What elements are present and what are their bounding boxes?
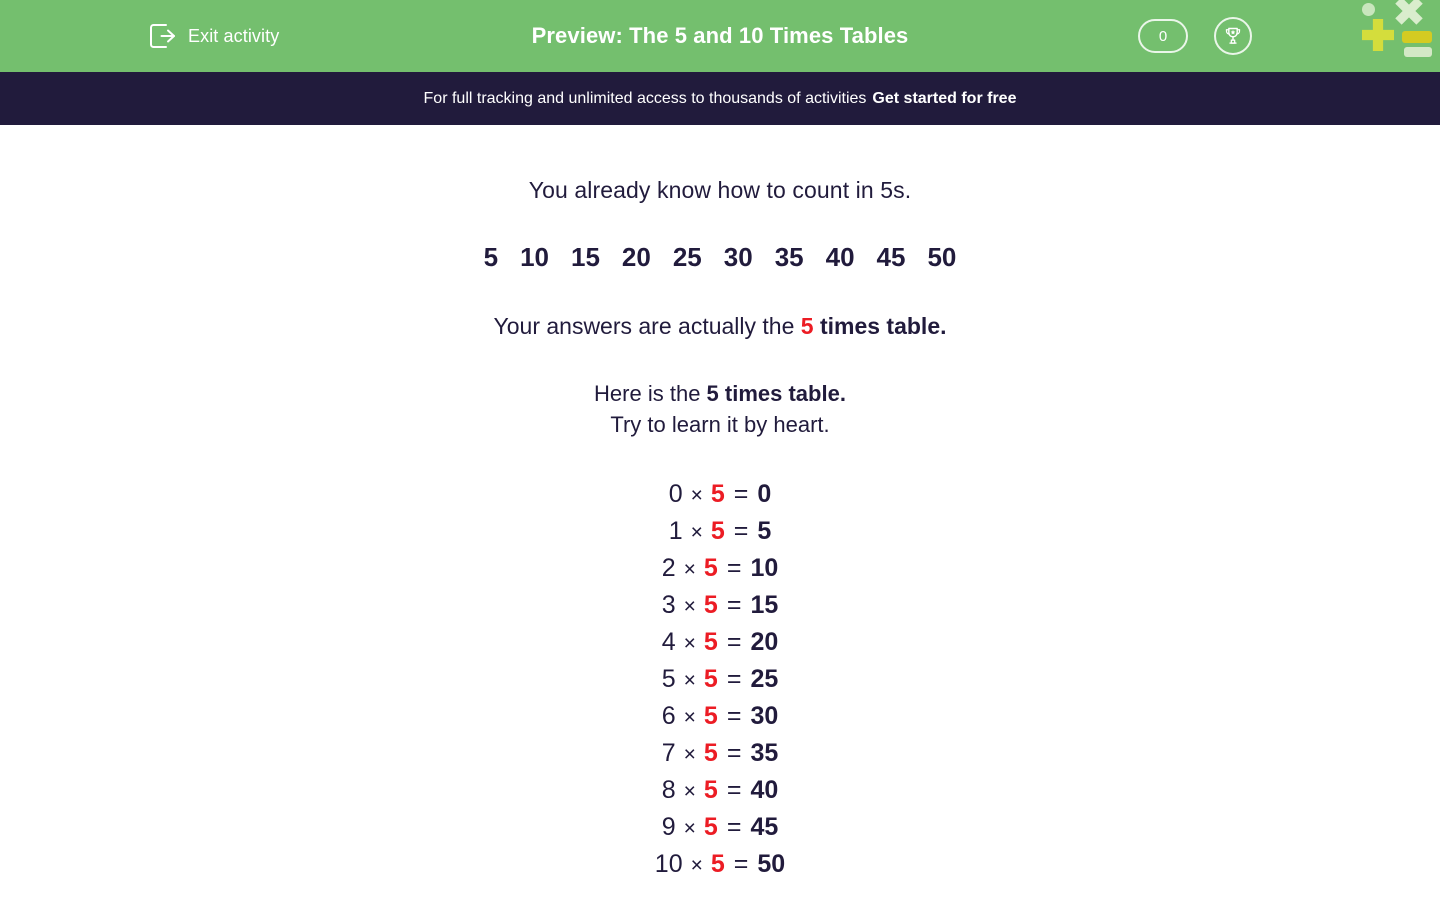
here-prefix: Here is the — [594, 381, 707, 406]
equation-multiplicand: 4 — [661, 628, 676, 656]
multiply-symbol: × — [683, 743, 696, 766]
times-table-row — [662, 665, 779, 702]
score-badge[interactable] — [1138, 19, 1188, 53]
trophy-button[interactable] — [1214, 17, 1252, 55]
deco-bar-light — [1404, 47, 1432, 57]
count-sequence-number: 5 — [483, 242, 499, 272]
multiply-symbol: × — [690, 521, 703, 544]
multiply-symbol: × — [683, 669, 696, 692]
here-block — [0, 378, 1440, 440]
multiply-symbol: × — [690, 854, 703, 877]
equation-multiplicand: 8 — [661, 776, 676, 804]
equals-symbol: = — [726, 628, 742, 656]
equation-multiplicand: 2 — [661, 554, 676, 582]
equation-multiplier: 5 — [703, 739, 718, 767]
count-sequence-number: 10 — [520, 242, 549, 272]
actually-suffix: times table. — [813, 313, 947, 339]
times-table-row — [662, 628, 779, 665]
equation-multiplier: 5 — [710, 517, 725, 545]
equation-multiplier: 5 — [703, 628, 718, 656]
equation-multiplier: 5 — [710, 480, 725, 508]
equation-multiplier: 5 — [703, 813, 718, 841]
equation-result: 35 — [750, 739, 779, 767]
count-sequence-number: 45 — [876, 242, 906, 272]
activity-content — [0, 125, 1440, 887]
equation-result: 40 — [750, 776, 779, 804]
times-table-list — [0, 480, 1440, 887]
score-value: 0 — [1158, 27, 1168, 45]
actually-highlight-number: 5 — [800, 313, 814, 339]
times-table-row — [662, 813, 779, 850]
deco-circle-icon — [1362, 3, 1375, 16]
equals-symbol: = — [733, 480, 749, 508]
count-sequence-number: 50 — [927, 242, 957, 272]
equation-result: 50 — [757, 850, 786, 878]
times-table-row — [662, 554, 779, 591]
equation-multiplicand: 7 — [661, 739, 676, 767]
equation-result: 45 — [750, 813, 779, 841]
exit-activity-label: Exit activity — [188, 25, 280, 46]
equals-symbol: = — [733, 517, 749, 545]
decorative-shapes — [1350, 0, 1440, 64]
multiply-symbol: × — [683, 632, 696, 655]
equation-result: 20 — [750, 628, 779, 656]
equation-multiplier: 5 — [703, 776, 718, 804]
times-table-row — [662, 702, 779, 739]
equals-symbol: = — [726, 554, 742, 582]
equation-multiplicand: 9 — [661, 813, 676, 841]
count-sequence-number: 25 — [672, 242, 702, 272]
equals-symbol: = — [726, 702, 742, 730]
times-table-row — [662, 739, 779, 776]
equation-result: 10 — [750, 554, 779, 582]
times-table-row — [669, 517, 772, 554]
header-actions — [1138, 0, 1252, 72]
intro-line: You already know how to count in 5s. — [528, 177, 912, 203]
equation-result: 0 — [757, 480, 772, 508]
actually-prefix: Your answers are actually the — [493, 313, 801, 339]
multiply-symbol: × — [683, 780, 696, 803]
times-table-row — [662, 776, 779, 813]
multiply-symbol: × — [683, 595, 696, 618]
actually-line — [0, 313, 1440, 340]
times-table-row — [669, 480, 772, 517]
equals-symbol: = — [733, 850, 749, 878]
multiply-symbol: × — [683, 706, 696, 729]
equation-multiplier: 5 — [703, 665, 718, 693]
equation-multiplier: 5 — [703, 702, 718, 730]
count-sequence-number: 40 — [825, 242, 855, 272]
multiply-symbol: × — [683, 558, 696, 581]
count-sequence-number: 15 — [571, 242, 600, 272]
equation-multiplicand: 1 — [668, 517, 683, 545]
count-sequence-number: 20 — [621, 242, 651, 272]
equation-result: 25 — [750, 665, 779, 693]
deco-cross-icon — [1388, 0, 1430, 32]
promo-banner — [0, 72, 1440, 125]
here-line — [0, 378, 1440, 409]
here-highlight: 5 times table. — [706, 381, 846, 406]
promo-text: For full tracking and unlimited access to thousands of activities — [423, 89, 867, 107]
multiply-symbol: × — [690, 484, 703, 507]
times-table-row — [662, 591, 779, 628]
equation-multiplier: 5 — [703, 554, 718, 582]
equals-symbol: = — [726, 739, 742, 767]
equals-symbol: = — [726, 813, 742, 841]
deco-plus-icon — [1362, 19, 1394, 51]
equation-multiplicand: 6 — [661, 702, 676, 730]
trophy-icon — [1223, 26, 1243, 46]
count-sequence — [0, 242, 1440, 273]
equals-symbol: = — [726, 591, 742, 619]
equation-result: 30 — [750, 702, 779, 730]
equals-symbol: = — [726, 776, 742, 804]
page-title: Preview: The 5 and 10 Times Tables — [531, 23, 909, 48]
equation-multiplicand: 0 — [668, 480, 683, 508]
count-sequence-number: 35 — [774, 242, 804, 272]
equation-result: 15 — [750, 591, 779, 619]
try-line: Try to learn it by heart. — [610, 412, 830, 437]
equation-multiplier: 5 — [710, 850, 725, 878]
app-header — [0, 0, 1440, 72]
get-started-link[interactable]: Get started for free — [872, 89, 1017, 107]
count-sequence-number: 30 — [723, 242, 753, 272]
multiply-symbol: × — [683, 817, 696, 840]
times-table-row — [655, 850, 785, 887]
equation-result: 5 — [757, 517, 772, 545]
equation-multiplicand: 5 — [661, 665, 676, 693]
equation-multiplicand: 10 — [654, 850, 683, 878]
deco-bar-yellow — [1402, 31, 1432, 43]
equation-multiplicand: 3 — [661, 591, 676, 619]
equals-symbol: = — [726, 665, 742, 693]
equation-multiplier: 5 — [703, 591, 718, 619]
